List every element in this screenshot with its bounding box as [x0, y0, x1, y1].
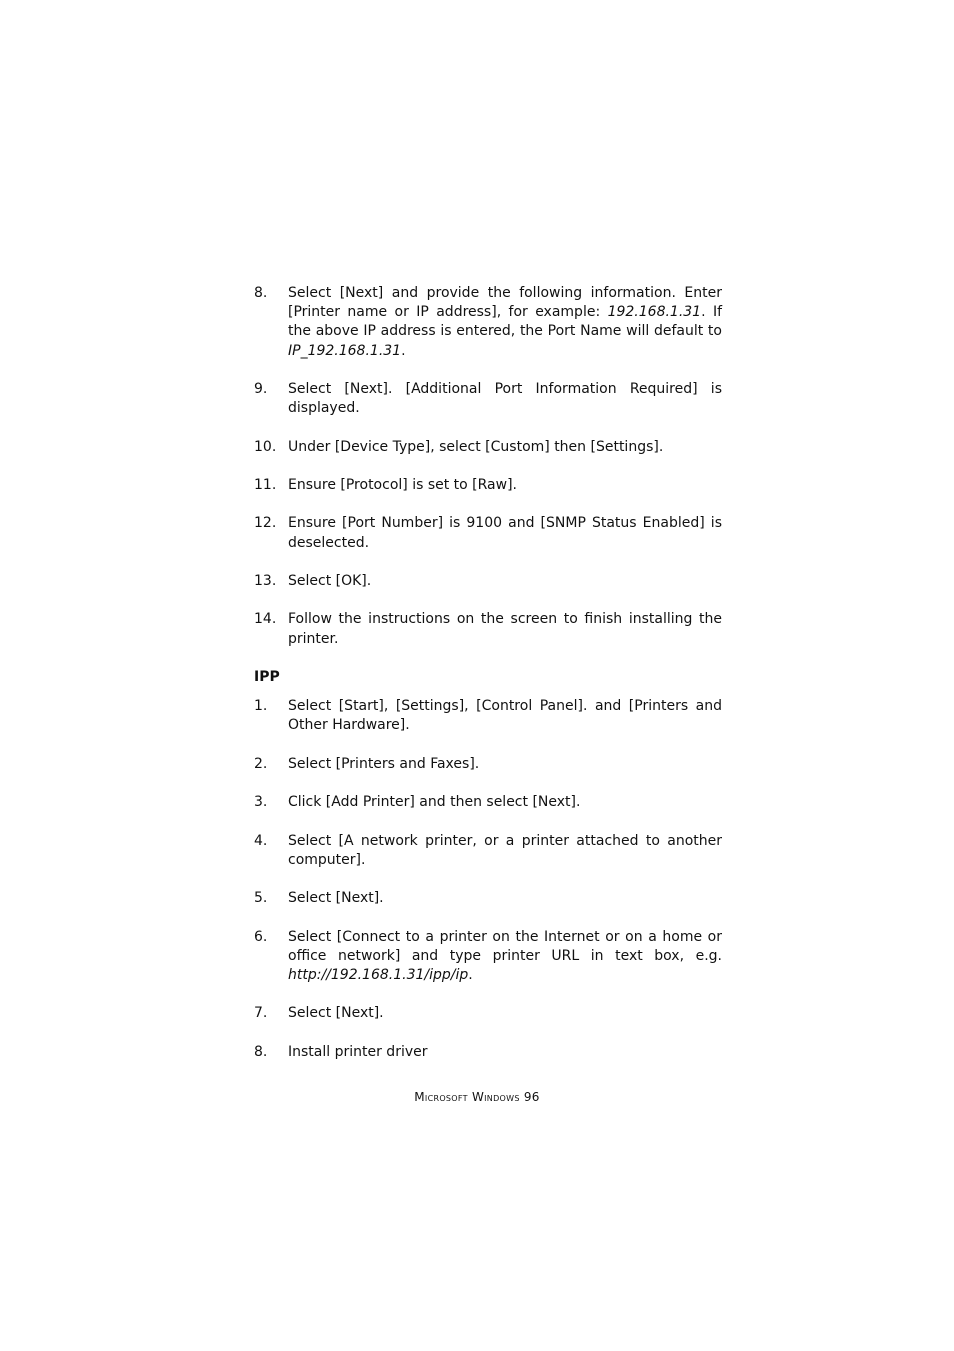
- italic-text: http://192.168.1.31/ipp/ip: [288, 966, 469, 983]
- page-content: [254, 284, 722, 1081]
- text-run: Install printer driver: [288, 1043, 428, 1060]
- text-run: Select [A network printer, or a printer attached to another computer].: [288, 832, 722, 868]
- list-item: [254, 380, 722, 418]
- step-text: [288, 928, 722, 986]
- text-run: Select [Next].: [288, 1005, 384, 1022]
- step-text: [288, 1043, 722, 1062]
- step-number: 9.: [254, 381, 268, 397]
- text-run: Under [Device Type], select [Custom] then [Settings].: [288, 438, 664, 455]
- text-run: Select [Connect to a printer on the Internet or on a home or office network] and type printer URL in text box, e.g.: [288, 928, 722, 964]
- italic-text: 192.168.1.31: [607, 304, 702, 321]
- text-run: Select [Next]. [Additional Port Information Required] is displayed.: [288, 381, 722, 417]
- list-item: [254, 793, 722, 812]
- list-item: [254, 476, 722, 495]
- step-number: 3.: [254, 794, 268, 811]
- step-number: 7.: [254, 1005, 268, 1022]
- step-number: 5.: [254, 890, 268, 907]
- step-number: 1.: [254, 698, 268, 715]
- text-run: Select [Start], [Settings], [Control Panel]. and [Printers and Other Hardware].: [288, 698, 722, 734]
- step-text: [288, 697, 722, 735]
- text-run: Ensure [Port Number] is 9100 and [SNMP Status Enabled] is deselected.: [288, 515, 722, 551]
- list-item: [254, 572, 722, 591]
- step-number: 8.: [254, 285, 268, 301]
- text-run: Select [Next].: [288, 890, 384, 907]
- text-run: Click [Add Printer] and then select [Next].: [288, 794, 581, 811]
- step-text: [288, 1004, 722, 1023]
- text-run: .: [401, 342, 406, 359]
- text-run: Ensure [Protocol] is set to [Raw].: [288, 476, 517, 493]
- text-run: Select [OK].: [288, 572, 372, 589]
- list-item: [254, 889, 722, 908]
- step-text: [288, 514, 722, 552]
- step-text: [288, 793, 722, 812]
- steps-list-ipp: [254, 697, 722, 1062]
- step-number: 12.: [254, 515, 277, 532]
- text-run: Follow the instructions on the screen to finish installing the printer.: [288, 611, 722, 647]
- text-run: Select [Next] and provide the following information. Enter [Printer name or IP address], for example:: [288, 285, 722, 321]
- step-number: 13.: [254, 572, 277, 589]
- step-text: [288, 572, 722, 591]
- text-run: Select [Printers and Faxes].: [288, 755, 480, 772]
- step-text: [288, 610, 722, 648]
- list-item: [254, 610, 722, 648]
- step-text: [288, 284, 722, 361]
- step-number: 4.: [254, 832, 268, 849]
- step-text: [288, 476, 722, 495]
- list-item: [254, 1004, 722, 1023]
- footer-section-title: Microsoft Windows: [414, 1090, 520, 1104]
- step-number: 6.: [254, 928, 268, 945]
- steps-list-tcpip: [254, 284, 722, 649]
- step-text: [288, 380, 722, 418]
- step-number: 2.: [254, 755, 268, 772]
- section-heading-ipp: IPP: [254, 668, 280, 685]
- step-number: 10.: [254, 438, 277, 455]
- text-run: .: [468, 966, 473, 983]
- step-text: [288, 889, 722, 908]
- list-item: [254, 928, 722, 986]
- page-number: 96: [523, 1090, 540, 1104]
- step-text: [288, 755, 722, 774]
- step-number: 11.: [254, 476, 277, 493]
- list-item: [254, 697, 722, 735]
- italic-text: IP_192.168.1.31: [288, 342, 402, 359]
- step-number: 8.: [254, 1043, 268, 1060]
- list-item: [254, 1043, 722, 1062]
- step-number: 14.: [254, 611, 277, 628]
- list-item: [254, 755, 722, 774]
- step-text: [288, 438, 722, 457]
- page-footer: [0, 1090, 954, 1104]
- text-run: . If the above IP address is entered, the Port Name will default to: [288, 304, 723, 340]
- list-item: [254, 284, 722, 361]
- list-item: [254, 514, 722, 552]
- step-text: [288, 832, 722, 870]
- list-item: [254, 832, 722, 870]
- list-item: [254, 438, 722, 457]
